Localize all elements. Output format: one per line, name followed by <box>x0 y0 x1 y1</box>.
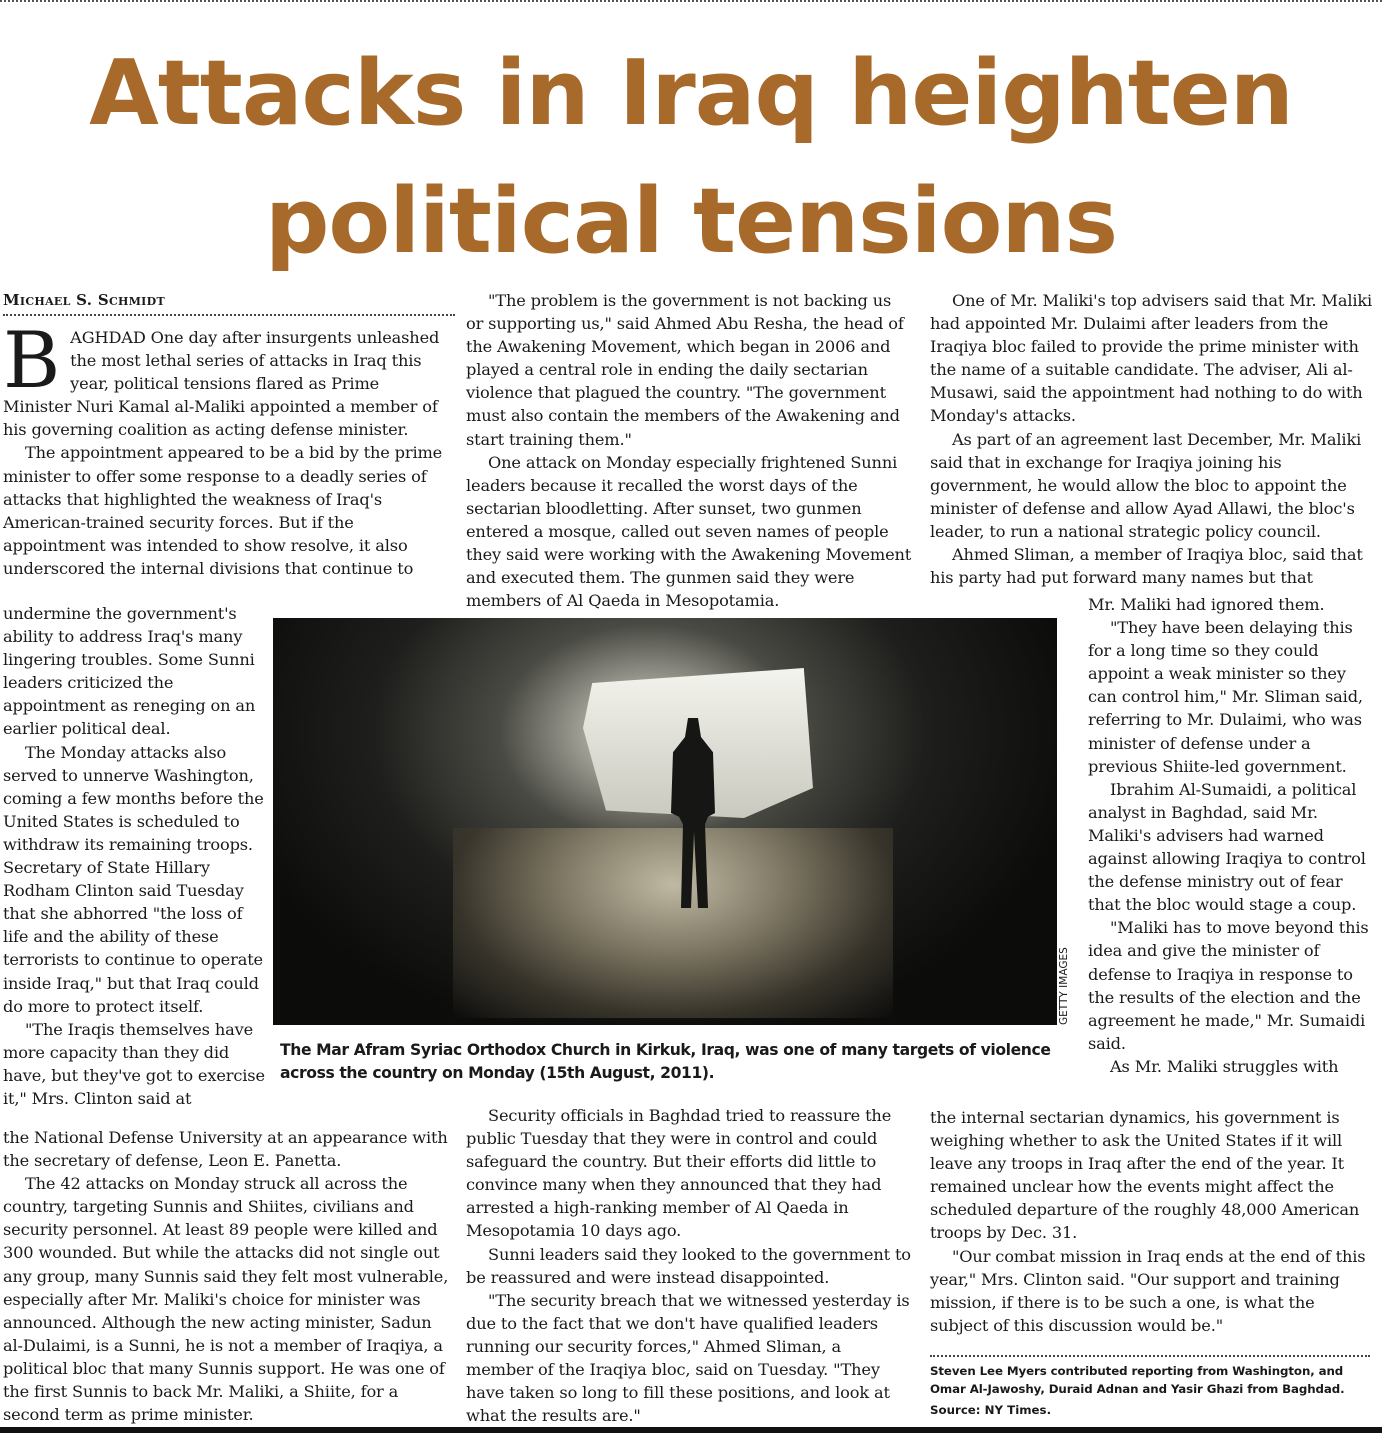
column-2-bottom <box>466 1104 912 1427</box>
drop-cap: B <box>3 316 61 406</box>
headline-line-2: political tensions <box>264 169 1118 274</box>
column-3-narrow <box>1088 593 1376 1078</box>
byline: Michael S. Schmidt <box>3 291 455 316</box>
paragraph: Security officials in Baghdad tried to reassure the public Tuesday that they were in control and could safeguard the country. But their efforts did little to convince many when they announced that they had arrested a high-ranking member of Al Qaeda in Mesopotamia 10 days ago. <box>466 1106 892 1241</box>
paragraph: the internal sectarian dynamics, his government is weighing whether to ask the United States if it will leave any troops in Iraq after the end of the year. It remained unclear how the events might affect the scheduled departure of the roughly 48,000 American troops by Dec. 31. <box>930 1108 1360 1243</box>
headline-line-1: Attacks in Iraq heighten <box>89 41 1293 146</box>
paragraph: Sunni leaders said they looked to the government to be reassured and were instead disappointed. <box>466 1244 911 1287</box>
paragraph: One attack on Monday especially frightened Sunni leaders because it recalled the worst days of the sectarian bloodletting. After sunset, two gunmen entered a mosque, called out seven names of people they said were working with the Awakening Movement and executed them. The gunmen said they were members of Al Qaeda in Mesopotamia. <box>466 452 912 611</box>
paragraph: "The problem is the government is not backing us or supporting us," said Ahmed Abu Resha, the head of the Awakening Movement, which began in 2006 and played a central role in ending the daily sectarian violence that plagued the country. "The government must also contain the members of the Awakening and start training them." <box>466 291 904 449</box>
column-2-top <box>466 289 912 612</box>
bottom-rule <box>0 1427 1382 1433</box>
footer-dotted-rule <box>930 1355 1370 1357</box>
paragraph: The 42 attacks on Monday struck all across the country, targeting Sunnis and Shiites, civilians and security personnel. At least 89 people were killed and 300 wounded. But while the attacks did not single out any group, many Sunnis said they felt most vulnerable, especially after Mr. Maliki's choice for minister was announced. Although the new acting minister, Sadun al-Dulaimi, is a Sunni, he is not a member of Iraqiya, a political bloc that many Sunnis support. He was one of the first Sunnis to back Mr. Maliki, a Shiite, for a second term as prime minister. <box>3 1174 449 1425</box>
column-1-bottom <box>3 1126 451 1426</box>
paragraph: One of Mr. Maliki's top advisers said that Mr. Maliki had appointed Mr. Dulaimi after leaders from the Iraqiya bloc failed to provide the prime minister with the name of a suitable candidate. The adviser, Ali al-Musawi, said the appointment had nothing to do with Monday's attacks. <box>930 291 1373 426</box>
paragraph: the National Defense University at an appearance with the secretary of defense, Leon E. Panetta. <box>3 1128 448 1171</box>
contributors-note: Steven Lee Myers contributed reporting from Washington, and Omar Al-Jawoshy, Duraid Adnan and Yasir Ghazi from Baghdad. <box>930 1364 1345 1396</box>
paragraph: Ahmed Sliman, a member of Iraqiya bloc, said that his party had put forward many names but that <box>930 545 1363 588</box>
church-photo <box>273 618 1057 1025</box>
column-1-top <box>3 316 443 580</box>
paragraph-lede <box>3 316 443 441</box>
photo-credit: GETTY IMAGES <box>1058 947 1070 1025</box>
paragraph: "Our combat mission in Iraq ends at the end of this year," Mrs. Clinton said. "Our support and training mission, if there is to be such a one, is what the subject of this discussion would be." <box>930 1246 1366 1335</box>
column-3-bottom <box>930 1106 1376 1337</box>
paragraph: "The security breach that we witnessed yesterday is due to the fact that we don't have qualified leaders running our security forces," Ahmed Sliman, a member of the Iraqiya bloc, said on Tuesday. "They have taken so long to fill these positions, and look at what the results are." <box>466 1290 910 1426</box>
lede-text: AGHDAD One day after insurgents unleashed the most lethal series of attacks in Iraq this year, political tensions flared as Prime Minister Nuri Kamal al-Maliki appointed a member of his governing coalition as acting defense minister. <box>3 328 440 440</box>
paragraph: undermine the government's ability to address Iraq's many lingering troubles. Some Sunni leaders criticized the appointment as reneging on an earlier political deal. <box>3 604 256 739</box>
top-dotted-rule <box>0 0 1382 2</box>
source-note: Source: NY Times. <box>930 1403 1052 1417</box>
paragraph: "The Iraqis themselves have more capacity than they did have, but they've got to exercise it," Mrs. Clinton said at <box>3 1019 265 1108</box>
paragraph: "They have been delaying this for a long time so they could appoint a weak minister so they can control him," Mr. Sliman said, referring to Mr. Dulaimi, who was minister of defense under a previous Shiite-led government. <box>1088 618 1363 776</box>
paragraph: As Mr. Maliki struggles with <box>1110 1056 1339 1076</box>
paragraph: "Maliki has to move beyond this idea and give the minister of defense to Iraqiya in response to the results of the election and the agreement he made," Mr. Sumaidi said. <box>1088 918 1369 1053</box>
column-1-narrow <box>3 602 265 1110</box>
paragraph: Mr. Maliki had ignored them. <box>1088 595 1325 614</box>
paragraph: The appointment appeared to be a bid by the prime minister to offer some response to a deadly series of attacks that highlighted the weakness of Iraq's American-trained security forces. But if the appointment was intended to show resolve, it also underscored the internal divisions that continue to <box>3 443 443 578</box>
photo-caption: The Mar Afram Syriac Orthodox Church in Kirkuk, Iraq, was one of many targets of violence across the country on Monday (15th August, 2011). <box>280 1041 1051 1082</box>
column-3-top <box>930 289 1376 589</box>
headline <box>0 30 1382 286</box>
paragraph: As part of an agreement last December, Mr. Maliki said that in exchange for Iraqiya joining his government, he would allow the bloc to appoint the minister of defense and allow Ayad Allawi, the bloc's leader, to run a national strategic policy council. <box>930 429 1362 541</box>
rubble <box>453 828 893 1018</box>
paragraph: The Monday attacks also served to unnerve Washington, coming a few months before the United States is scheduled to withdraw its remaining troops. Secretary of State Hillary Rodham Clinton said Tuesday that she abhorred "the loss of life and the ability of these terrorists to continue to operate inside Iraq," but that Iraq could do more to protect itself. <box>3 742 264 1016</box>
paragraph: Ibrahim Al-Sumaidi, a political analyst in Baghdad, said Mr. Maliki's advisers had warned against allowing Iraqiya to control the defense ministry out of fear that the bloc would stage a coup. <box>1088 779 1366 915</box>
